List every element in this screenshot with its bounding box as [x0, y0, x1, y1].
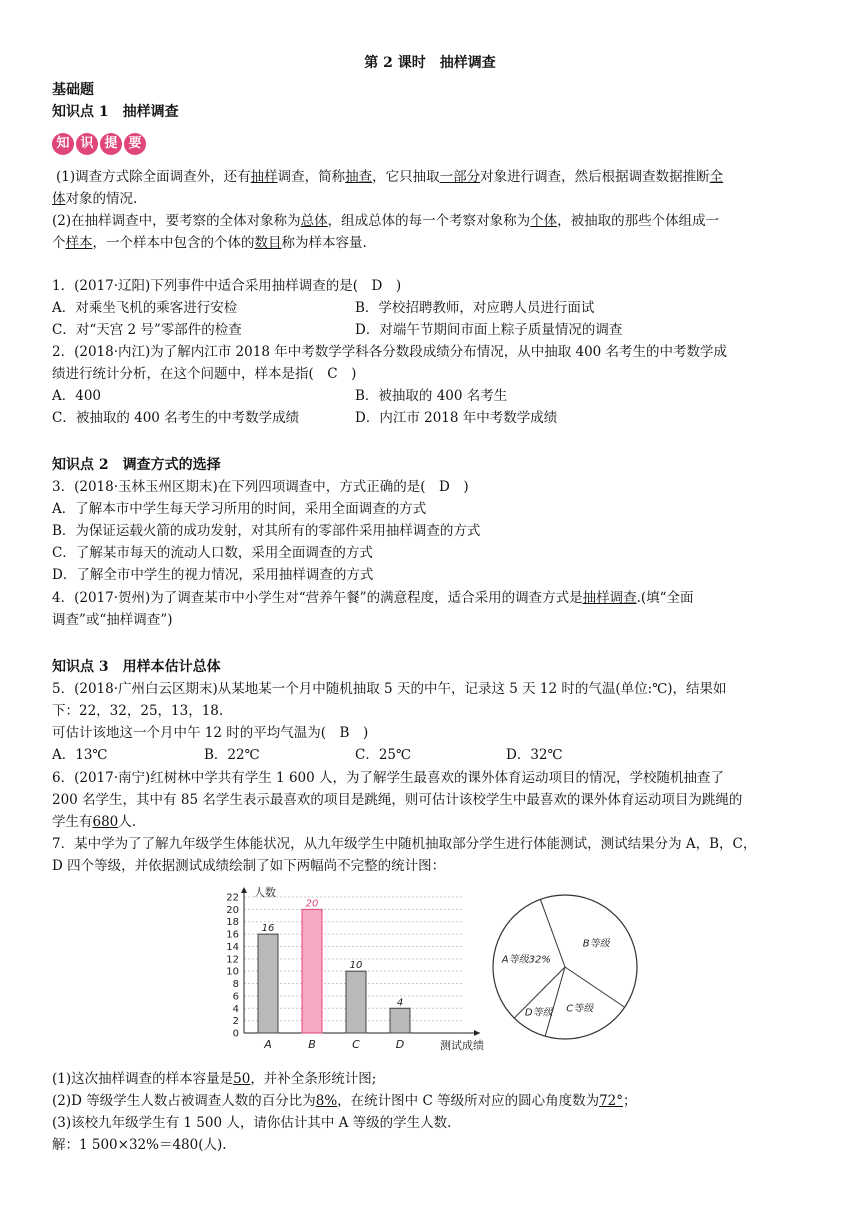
question-1-option-a: A．对乘坐飞机的乘客进行安检: [52, 300, 238, 316]
y-axis-arrow: [241, 887, 247, 893]
question-3-option-b: B．为保证运载火箭的成功发射，对其所有的零部件采用抽样调查的方式: [52, 523, 481, 539]
y-tick-label: 2: [232, 1016, 239, 1028]
note2-line1: (2)在抽样调查中，要考察的全体对象称为总体，组成总体的每一个考察对象称为个体，被抽取的那些个体组成一: [52, 213, 720, 229]
question-2-option-b: B．被抽取的 400 名考生: [355, 388, 508, 404]
x-tick-label: A: [264, 1038, 272, 1051]
pie-chart: [490, 885, 650, 1055]
pie-slice-label: A等级32%: [501, 954, 551, 966]
question-5-option-b: B．22℃: [204, 747, 260, 763]
question-5-stem-line2: 下：22，32，25，13，18.: [52, 703, 224, 719]
y-tick-label: 12: [226, 954, 239, 966]
x-tick-label: B: [308, 1038, 316, 1051]
bar-chart: [210, 885, 510, 1060]
question-7-solution: 解：1 500×32%＝480(人).: [52, 1137, 227, 1153]
question-3-stem: 3．(2018·玉林玉州区期末)在下列四项调查中，方式正确的是( D ): [52, 479, 469, 495]
badge-char: 知: [52, 133, 74, 155]
knowledge-point-3-heading: 知识点 3 用样本估计总体: [52, 659, 221, 675]
question-5-stem-line3: 可估计该地这一个月中午 12 时的平均气温为( B ): [52, 725, 369, 741]
bar-value-label: 16: [261, 923, 275, 935]
y-tick-label: 10: [226, 966, 239, 978]
question-5-option-a: A．13℃: [52, 747, 108, 763]
question-1-option-b: B．学校招聘教师，对应聘人员进行面试: [355, 300, 595, 316]
question-3-option-d: D．了解全市中学生的视力情况，采用抽样调查的方式: [52, 567, 374, 583]
y-tick-label: 22: [226, 892, 239, 904]
question-1-option-c: C．对“天宫 2 号”零部件的检查: [52, 322, 242, 338]
question-5-stem-line1: 5．(2018·广州白云区期末)从某地某一个月中随机抽取 5 天的中午，记录这 5 天 12 时的气温(单位:℃)，结果如: [52, 681, 727, 697]
question-6-line3: 学生有680人.: [52, 814, 137, 830]
y-tick-label: 4: [232, 1003, 239, 1015]
y-tick-label: 18: [226, 917, 239, 929]
question-4-line1: 4．(2017·贺州)为了调查某市中小学生对“营养午餐”的满意程度，适合采用的调查方式是抽样调查.(填“全面: [52, 590, 694, 606]
x-axis-arrow: [474, 1030, 480, 1036]
y-tick-label: 0: [232, 1028, 239, 1040]
knowledge-point-1-heading: 知识点 1 抽样调查: [52, 104, 179, 120]
x-tick-label: D: [395, 1038, 405, 1051]
y-axis-label: 人数: [254, 886, 276, 899]
question-1-stem: 1．(2017·辽阳)下列事件中适合采用抽样调查的是( D ): [52, 278, 402, 294]
question-7-part-3: (3)该校九年级学生有 1 500 人，请你估计其中 A 等级的学生人数.: [52, 1115, 452, 1131]
y-tick-label: 14: [226, 941, 239, 953]
pie-slice-label: B等级: [582, 938, 610, 950]
y-tick-label: 20: [226, 904, 239, 916]
page-title: 第 2 课时 抽样调查: [364, 55, 496, 71]
section-basic-heading: 基础题: [52, 82, 94, 98]
question-2-stem-line2: 绩进行统计分析，在这个问题中，样本是指( C ): [52, 366, 357, 382]
question-5-option-d: D．32℃: [506, 747, 563, 763]
bar-C: [346, 971, 366, 1033]
bar-value-label: 4: [396, 997, 404, 1009]
question-7-line1: 7．某中学为了了解九年级学生体能状况，从九年级学生中随机抽取部分学生进行体能测试，测试结果分为 A，B，C，: [52, 836, 757, 852]
question-4-line2: 调查”或“抽样调查”): [52, 612, 173, 628]
badge-char: 识: [76, 133, 98, 155]
bar-D: [390, 1008, 410, 1033]
question-1-option-d: D．对端午节期间市面上粽子质量情况的调查: [355, 322, 623, 338]
y-tick-label: 16: [226, 929, 239, 941]
pie-slice-label: C等级: [566, 1003, 594, 1015]
bar-value-label: 10: [349, 960, 363, 972]
x-axis-label: 测试成绩: [440, 1039, 484, 1052]
question-3-option-c: C．了解某市每天的流动人口数，采用全面调查的方式: [52, 545, 373, 561]
question-6-line1: 6．(2017·南宁)红树林中学共有学生 1 600 人，为了解学生最喜欢的课外体育运动项目的情况，学校随机抽查了: [52, 770, 724, 786]
badge-char: 要: [124, 133, 146, 155]
question-6-line2: 200 名学生，其中有 85 名学生表示最喜欢的项目是跳绳，则可估计该校学生中最喜欢的课外体育运动项目为跳绳的: [52, 792, 743, 808]
question-5-option-c: C．25℃: [355, 747, 412, 763]
x-tick-label: C: [352, 1038, 360, 1051]
question-7-part-2: (2)D 等级学生人数占被调查人数的百分比为8%，在统计图中 C 等级所对应的圆心角度数为72°；: [52, 1093, 637, 1109]
pie-slice-label: D等级: [524, 1007, 553, 1019]
bar-value-label: 20: [305, 898, 319, 910]
note1-line2: 体对象的情况.: [52, 191, 138, 207]
question-3-option-a: A．了解本市中学生每天学习所用的时间，采用全面调查的方式: [52, 501, 427, 517]
note1-line1: (1)调查方式除全面调查外，还有抽样调查，简称抽查，它只抽取一部分对象进行调查，然后根据调查数据推断全: [56, 169, 724, 185]
bar-A: [258, 934, 278, 1033]
knowledge-tips-badge: [52, 133, 146, 155]
note2-line2: 个样本，一个样本中包含的个体的数目称为样本容量.: [52, 235, 367, 251]
y-tick-label: 8: [232, 979, 239, 991]
y-tick-label: 6: [232, 991, 239, 1003]
question-7-line2: D 四个等级，并依据测试成绩绘制了如下两幅尚不完整的统计图：: [52, 858, 446, 874]
question-2-stem-line1: 2．(2018·内江)为了解内江市 2018 年中考数学学科各分数段成绩分布情况，从中抽取 400 名考生的中考数学成: [52, 344, 728, 360]
bar-B: [302, 909, 322, 1033]
knowledge-point-2-heading: 知识点 2 调查方式的选择: [52, 457, 221, 473]
question-2-option-d: D．内江市 2018 年中考数学成绩: [355, 410, 558, 426]
question-2-option-a: A．400: [52, 388, 102, 404]
badge-char: 提: [100, 133, 122, 155]
question-7-part-1: (1)这次抽样调查的样本容量是50，并补全条形统计图;: [52, 1071, 377, 1087]
question-2-option-c: C．被抽取的 400 名考生的中考数学成绩: [52, 410, 300, 426]
